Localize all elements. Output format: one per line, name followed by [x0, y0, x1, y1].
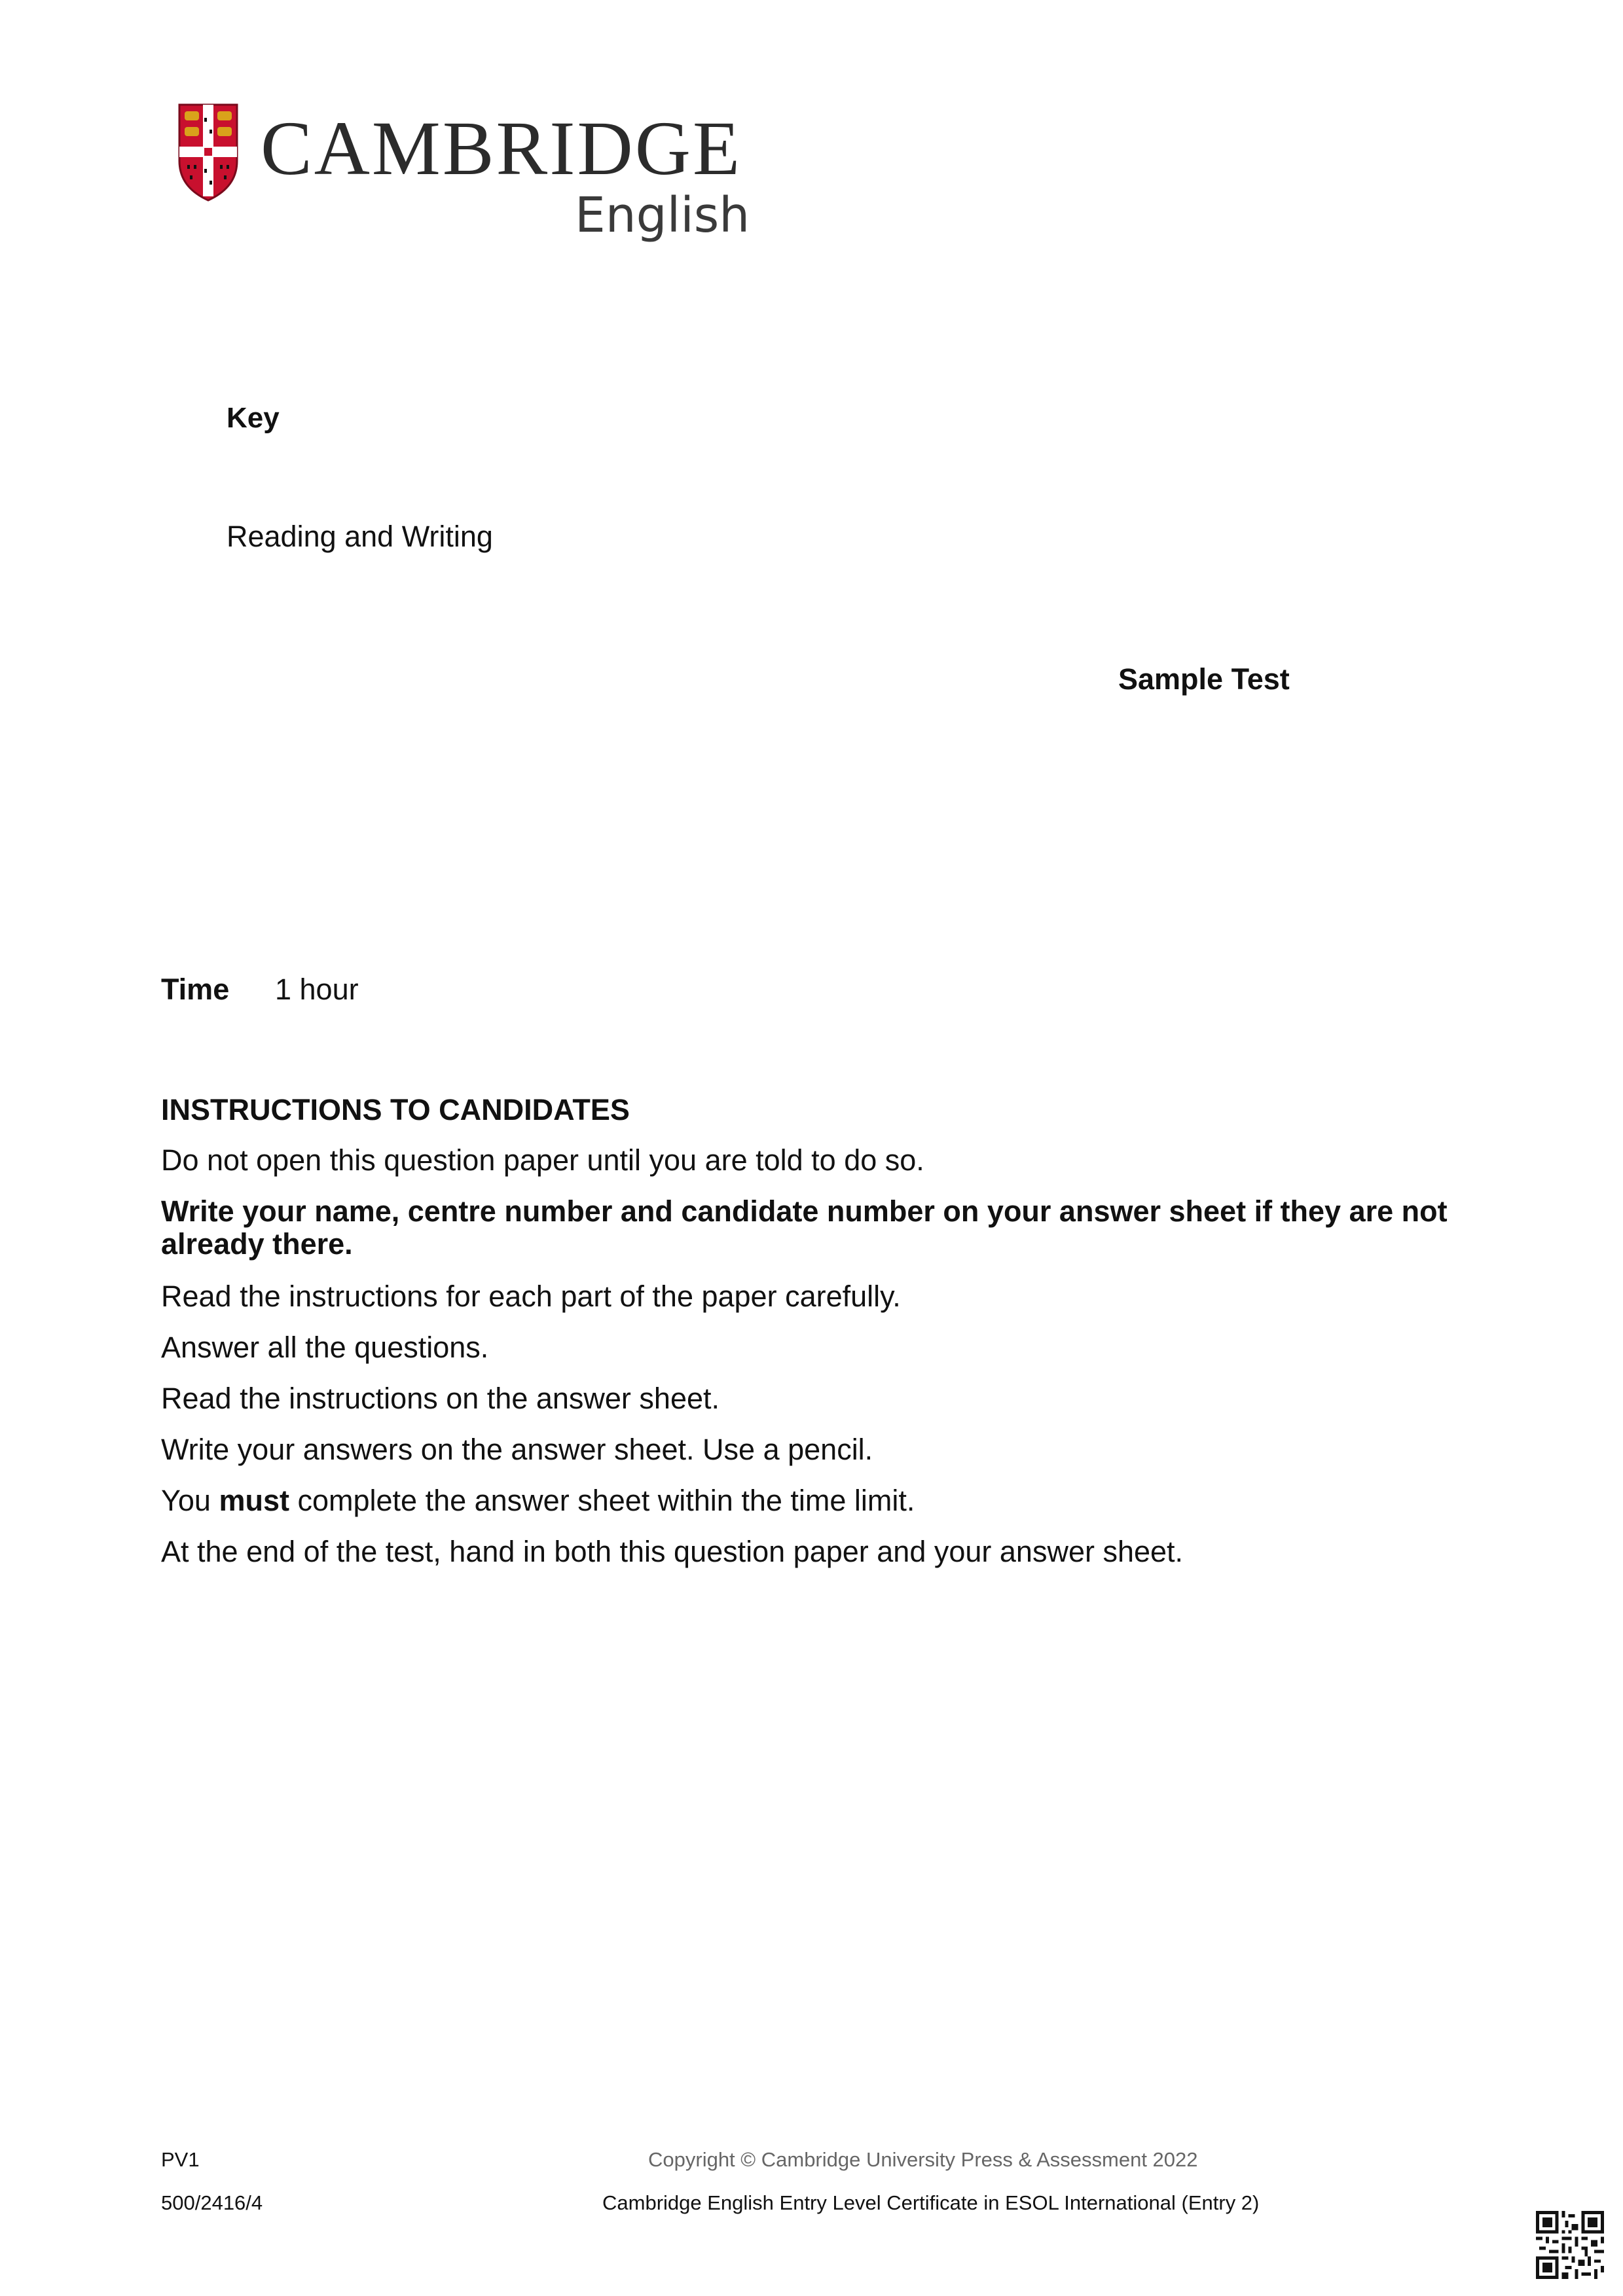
instruction-emphasis: must	[219, 1484, 289, 1517]
qualification-number: 500/2416/4	[161, 2191, 263, 2214]
instruction-line-bold: Write your name, centre number and candidate number on your answer sheet if they are not already there.	[161, 1194, 1448, 1261]
instruction-line: Read the instructions on the answer sheet.	[161, 1382, 720, 1415]
instruction-line: Write your answers on the answer sheet. Use a pencil.	[161, 1433, 873, 1466]
qr-code-icon	[1536, 2211, 1604, 2279]
test-type: Sample Test	[1118, 662, 1290, 696]
key-label: Key	[227, 402, 280, 434]
time-value: 1 hour	[275, 973, 359, 1006]
qualification-title: Cambridge English Entry Level Certificate in ESOL International (Entry 2)	[602, 2191, 1260, 2214]
copyright-notice: Copyright © Cambridge University Press & Assessment 2022	[648, 2148, 1198, 2171]
logo-subtitle: English	[575, 187, 750, 243]
instruction-line: Read the instructions for each part of the paper carefully.	[161, 1280, 901, 1313]
instruction-line	[161, 1484, 1470, 1517]
instruction-line: At the end of the test, hand in both this question paper and your answer sheet.	[161, 1535, 1184, 1568]
instruction-text: complete the answer sheet within the time limit.	[289, 1484, 915, 1517]
version-code: PV1	[161, 2148, 200, 2171]
instructions-heading: INSTRUCTIONS TO CANDIDATES	[161, 1093, 630, 1126]
paper-name: Reading and Writing	[227, 520, 493, 553]
cambridge-shield-logo	[178, 103, 238, 202]
time-label: Time	[161, 973, 230, 1006]
instruction-line: Answer all the questions.	[161, 1331, 489, 1364]
logo-wordmark: CAMBRIDGE	[261, 105, 742, 191]
instruction-line: Do not open this question paper until you are told to do so.	[161, 1143, 924, 1177]
instruction-text: You	[161, 1484, 219, 1517]
